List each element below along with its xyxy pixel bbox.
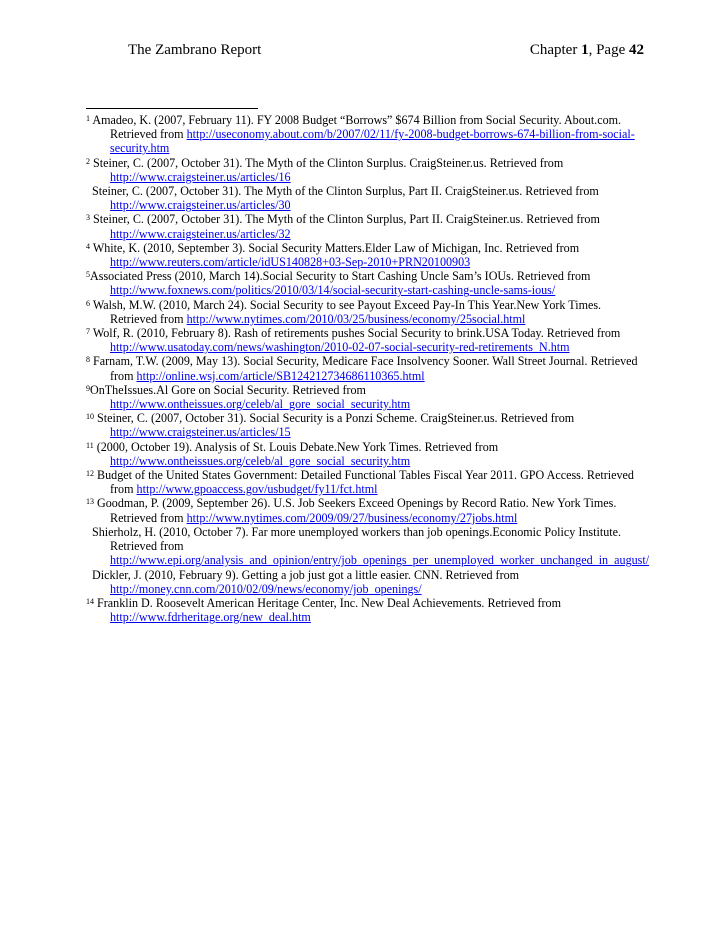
footnote-link[interactable]: http://www.epi.org/analysis_and_opinion/entry/job_openings_per_unemployed_worker_unchanged_in_august/ xyxy=(110,553,650,568)
footnote-link[interactable]: http://online.wsj.com/article/SB124212734686110365.html xyxy=(136,368,425,383)
footnote-text: Franklin D. Roosevelt American Heritage Center, Inc. New Deal Achievements. Retrieved from xyxy=(97,595,561,610)
footnote-link[interactable]: http://www.reuters.com/article/idUS140828+03-Sep-2010+PRN20100903 xyxy=(110,255,471,270)
footnote-text: Goodman, P. (2009, September 26). U.S. Job Seekers Exceed Openings by Record Ratio. New York Times. Retrieved from xyxy=(97,496,617,525)
footnote-text: (2000, October 19). Analysis of St. Louis Debate.New York Times. Retrieved from xyxy=(96,439,499,454)
footnote-separator xyxy=(86,108,258,109)
footnote-text: Associated Press (2010, March 14).Social Security to Start Cashing Uncle Sam’s IOUs. Retrieved from xyxy=(90,269,591,284)
footnote xyxy=(86,326,646,354)
footnote-text: Shierholz, H. (2010, October 7). Far more unemployed workers than job openings.Economic Policy Institute. Retrieved from xyxy=(92,524,621,554)
footnote xyxy=(86,269,646,297)
footnote-link[interactable]: http://www.nytimes.com/2010/03/25/business/economy/25social.html xyxy=(186,311,526,326)
footnote-text: Steiner, C. (2007, October 31). The Myth of the Clinton Surplus. CraigSteiner.us. Retrieved from xyxy=(93,155,564,170)
footnote-marker: 2 xyxy=(86,156,90,166)
footnote-text: Steiner, C. (2007, October 31). Social Security is a Ponzi Scheme. CraigSteiner.us. Retrieved from xyxy=(97,411,575,426)
footnote-marker: 9 xyxy=(86,383,90,393)
footnote xyxy=(86,440,646,468)
footnote-marker: 3 xyxy=(86,213,90,223)
footnote xyxy=(86,596,646,624)
footnote-link[interactable]: http://www.craigsteiner.us/articles/15 xyxy=(110,425,291,440)
footnote xyxy=(86,354,646,382)
footnote-link[interactable]: http://www.craigsteiner.us/articles/16 xyxy=(110,169,291,184)
footnote-marker: 1 xyxy=(86,114,90,123)
footnote-list xyxy=(86,113,650,625)
footnote xyxy=(86,524,650,568)
footnote-link[interactable]: http://www.ontheissues.org/celeb/al_gore_social_security.htm xyxy=(110,397,411,412)
footnote-text: Amadeo, K. (2007, February 11). FY 2008 Budget “Borrows” $674 Billion from Social Security. About.com. Retrieved from xyxy=(92,113,622,142)
footnote-text: Dickler, J. (2010, February 9). Getting a job just got a little easier. CNN. Retrieved from xyxy=(92,567,520,582)
footnote xyxy=(86,568,646,596)
footnote-link[interactable]: http://money.cnn.com/2010/02/09/news/economy/job_openings/ xyxy=(110,581,422,596)
footnote-marker: 8 xyxy=(86,355,90,365)
footnote-marker: 10 xyxy=(86,412,94,422)
page-header xyxy=(128,42,644,59)
footnote-text: Steiner, C. (2007, October 31). The Myth of the Clinton Surplus, Part II. CraigSteiner.us. Retrieved from xyxy=(92,184,599,199)
footnote-link[interactable]: http://www.craigsteiner.us/articles/30 xyxy=(110,198,291,213)
footnote-text: Farnam, T.W. (2009, May 13). Social Security, Medicare Face Insolvency Sooner. Wall Street Journal. Retrieved from xyxy=(93,354,638,383)
footnote-link[interactable]: http://www.ontheissues.org/celeb/al_gore_social_security.htm xyxy=(110,453,411,468)
footnote-link[interactable]: http://www.nytimes.com/2009/09/27/business/economy/27jobs.html xyxy=(186,510,518,525)
footnote xyxy=(86,298,646,326)
chapter-page-label: Chapter 1, Page 42 xyxy=(529,42,644,58)
footnote-link[interactable]: http://www.fdrheritage.org/new_deal.htm xyxy=(110,610,311,625)
footnote xyxy=(86,241,646,269)
footnote-marker: 11 xyxy=(86,440,94,450)
footnote xyxy=(86,113,646,156)
footnote-link[interactable]: http://www.gpoaccess.gov/usbudget/fy11/fct.html xyxy=(136,482,378,497)
footnote-link[interactable]: http://www.foxnews.com/politics/2010/03/14/social-security-start-cashing-uncle-sams-ious/ xyxy=(110,283,556,298)
footnote xyxy=(86,156,646,184)
footnote-marker: 13 xyxy=(86,497,94,507)
footnote-text: White, K. (2010, September 3). Social Security Matters.Elder Law of Michigan, Inc. Retrieved from xyxy=(92,240,580,255)
footnote xyxy=(86,383,646,411)
footnote-marker: 4 xyxy=(86,241,90,251)
footnote-link[interactable]: http://www.usatoday.com/news/washington/2010-02-07-social-security-red-retirements_N.htm xyxy=(110,340,570,355)
footnote xyxy=(86,411,646,439)
footnote-marker: 5 xyxy=(86,270,90,280)
footnote-text: Budget of the United States Government: Detailed Functional Tables Fiscal Year 2011. GPO Access. Retrieved from xyxy=(97,468,634,497)
footnote xyxy=(86,468,646,496)
footnote-link[interactable]: http://useconomy.about.com/b/2007/02/11/fy-2008-budget-borrows-674-billion-from-social-security.htm xyxy=(110,127,635,156)
report-title: The Zambrano Report xyxy=(128,42,262,58)
footnote xyxy=(86,496,646,524)
footnote-text: OnTheIssues.Al Gore on Social Security. Retrieved from xyxy=(90,382,366,397)
footnote-marker: 14 xyxy=(86,596,94,606)
footnote-text: Walsh, M.W. (2010, March 24). Social Security to see Payout Exceed Pay-In This Year.New York Times. Retrieved from xyxy=(92,297,602,326)
footnote-marker: 6 xyxy=(86,298,90,308)
footnote-text: Wolf, R. (2010, February 8). Rash of retirements pushes Social Security to brink.USA Today. Retrieved from xyxy=(92,326,621,341)
footnote xyxy=(86,184,646,212)
footnote xyxy=(86,212,646,240)
footnote-marker: 7 xyxy=(86,327,90,337)
footnote-text: Steiner, C. (2007, October 31). The Myth of the Clinton Surplus, Part II. CraigSteiner.us. Retrieved from xyxy=(93,212,600,227)
footnote-link[interactable]: http://www.craigsteiner.us/articles/32 xyxy=(110,226,291,241)
footnote-marker: 12 xyxy=(86,469,94,479)
